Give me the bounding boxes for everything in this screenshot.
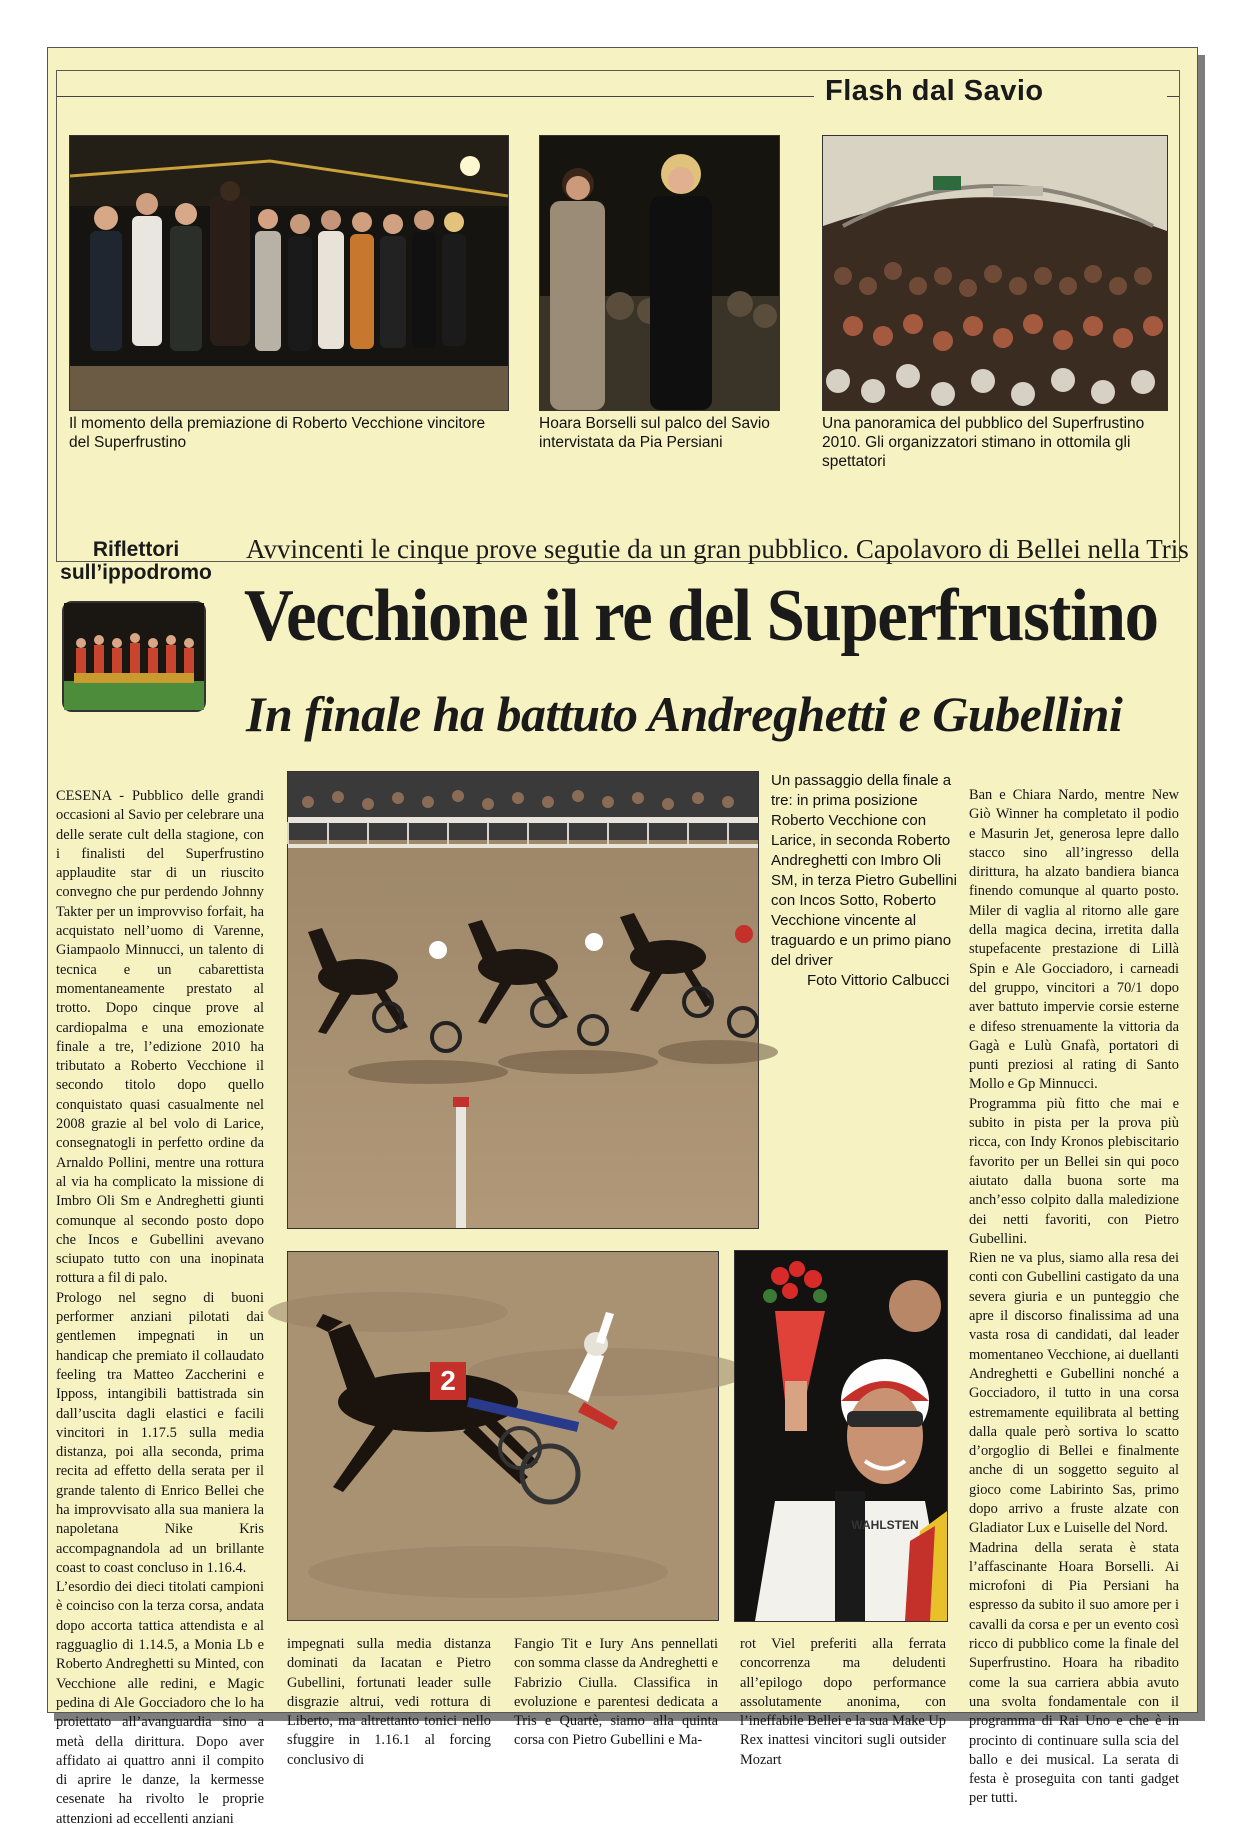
section-rule-end bbox=[1167, 96, 1179, 97]
paragraph: rot Viel preferiti alla ferrata concorrenza ma deludenti all’epilogo dopo performance assolutamente anonima, con l’ineffabile Bellei e la sua Make Up Rex inattesi vincitori sugli outsider Mozart bbox=[740, 1636, 946, 1768]
article-subheadline: In finale ha battuto Andreghetti e Gubellini bbox=[246, 686, 1123, 742]
award-ceremony-photo bbox=[69, 135, 509, 411]
article-column-3 bbox=[514, 1635, 718, 1751]
paragraph: CESENA - Pubblico delle grandi occasioni al Savio per celebrare una delle serate cult della stagione, con i finalisti del Superfrustino applaudite star di un riuscito convegno che pur perdendo Johnny Takter per un improvviso forfait, ha acquistato nell’uomo di Varenne, Giampaolo Minnucci, un talento di tecnica e un cabarettista momentaneamente prestato al trotto. Dopo cinque prove al cardiopalma e una emozionate finale a tre, l’edizione 2010 ha tributato a Roberto Vecchione il secondo titolo dopo quello conquistato quasi casualmente nel 2008 grazie al bel volo di Larice, consegnatogli in perfetto ordine da Arnaldo Pollini, mentre una rottura al via ha complicato la missione di Imbro Oli Sm e Andreghetti giunti comunque al secondo posto dopo che Incos e Gubellini avevano sciupato tutto con una inopinata rottura a fil di palo. bbox=[56, 788, 264, 1287]
paragraph: Rien ne va plus, siamo alla resa dei conti con Gubellini castigato da una severa giuria e un punteggio che apre il discorso finalissima ad una vasta rosa di candidati, dal leader momentaneo Vecchione, ai duellanti Andreghetti e Gubellini nonché a Gocciadoro, il tutto in una corsa estremamente equilibrata al betting dalla quale però sortiva lo scatto d’orgoglio di Bellei e finalmente anche di un soggetto seguito al gioco come Labirinto Sas, primo dopo arrivo a fruste alzate con Gladiator Lux e Luiselle del Nord. bbox=[969, 1250, 1179, 1537]
flash-photo-strip bbox=[56, 70, 1180, 562]
winner-at-finish-photo bbox=[287, 1251, 719, 1621]
stage-interview-photo bbox=[539, 135, 780, 411]
stage-interview-caption: Hoara Borselli sul palco del Savio intervistata da Pia Persiani bbox=[539, 415, 770, 451]
paragraph: Fangio Tit e Iury Ans pennellati con somma classe da Andreghetti e Fabrizio Ciulla. Classifica in evoluzione e parentesi dedicata a Tris e Quartè, siamo alla quinta corsa con Pietro Gubellini e Ma- bbox=[514, 1636, 718, 1749]
paragraph: Programma più fitto che mai e subito in pista per la prova più ricca, con Indy Kronos plebiscitario favorito per un Bellei sin qui poco aiutato dalla buona sorte ma anch’esso colpito dalla maledizione dei netti favoriti, con Pietro Gubellini. bbox=[969, 1095, 1179, 1247]
crowd-caption: Una panoramica del pubblico del Superfrustino 2010. Gli organizzatori stimano in ottomila gli spettatori bbox=[822, 415, 1145, 470]
paragraph: Ban e Chiara Nardo, mentre New Giò Winner ha completato il podio e Masurin Jet, generosa lepre dallo stacco sino all’ingresso della dirittura, ha alzato bandiera bianca finendo comunque al quarto posto. Miler di vaglia al ritorno alle gare della magica decina, irretita dalla stupefacente prestazione di Lillà Spin e Ale Gocciadoro, i carneadi del gruppo, vincitori a 70/1 dopo aver battuto impervie corsie esterne e difeso strenuamente la vittoria da Gagà e Lulù Gnafà, portatori di punti preziosi al rating di Santo Mollo e Gp Minnucci. bbox=[969, 787, 1179, 1093]
article-headline: Vecchione il re del Superfrustino bbox=[244, 575, 1158, 657]
paragraph: L’esordio dei dieci titolati campioni è coinciso con la terza corsa, andata dopo accorta tattica attendista e al ragguaglio di 1.14.5, a Monia Lb e Roberto Andreghetti su Minted, con Vecchione alle redini, e Magic pedina di Ale Gocciadoro che lo ha proiettato all’avanguardia sino a metà della dirittura. Dopo aver affidato ai quattro anni il compito di aprire le danze, la kermesse cesenate ha rivolto le proprie attenzioni ad eccellenti anziani bbox=[56, 1579, 264, 1827]
sulky-number: 2 bbox=[440, 1365, 456, 1396]
article-kicker: Avvincenti le cinque prove segutie da un gran pubblico. Capolavoro di Bellei nella Tris bbox=[246, 534, 1189, 564]
article-column-5 bbox=[969, 786, 1179, 1809]
crowd-photo bbox=[822, 135, 1168, 411]
jacket-sponsor-text: WAHLSTEN bbox=[851, 1518, 919, 1532]
race-finale-photo bbox=[287, 771, 759, 1229]
rubric-thumbnail bbox=[62, 601, 206, 712]
paragraph: Madrina della serata è stata l’affascinante Hoara Borselli. Ai microfoni di Pia Persiani ha espresso da subito il suo amore per i cavalli da corsa e per un evento così ricco di pubblico come la finale del Superfrustino. Hoara ha ribadito come la sua carriera abbia avuto una svolta fondamentale con il programma di Rai Uno e che è in procinto di continuare sulla scia del ballo e dei musical. La serata di festa è proseguita con tanti gadget per tutti. bbox=[969, 1539, 1179, 1807]
paragraph: Prologo nel segno di buoni performer anziani pilotati dai gentlemen impegnati in un handicap che premiato il collaudato feeling tra Matteo Zaccherini e Ipposs, intangibili battistrada sin dall’uscita dagli elastici e facili vincitori in 1.17.5 sulla media distanza, poi alla seconda, prima recita ad effetto della serata per il grande talento di Enrico Bellei che ha improvvisato alla sua maniera la napoletana Nike Kris accompagnandola ad un brillante coast to coast concluso in 1.16.4. bbox=[56, 1289, 264, 1576]
paragraph: impegnati sulla media distanza dominati da Iacatan e Pietro Gubellini, fortunati leader sulle disgrazie altrui, vedi rottura di Liberto, ma altrettanto tonici nello sfuggire in 1.16.1 al forcing conclusivo di bbox=[287, 1636, 491, 1768]
award-ceremony-caption: Il momento della premiazione di Roberto Vecchione vincitore del Superfrustino bbox=[69, 415, 486, 451]
article-column-2 bbox=[287, 1635, 491, 1770]
driver-portrait-photo bbox=[734, 1250, 948, 1622]
photo-credit: Foto Vittorio Calbucci bbox=[807, 972, 950, 989]
race-photo-caption bbox=[771, 771, 961, 991]
article-column-1 bbox=[56, 787, 264, 1829]
section-rule bbox=[57, 96, 814, 97]
caption-text: Un passaggio della finale a tre: in prima posizione Roberto Vecchione con Larice, in seconda Roberto Andreghetti con Imbro Oli SM, in terza Pietro Gubellini con Incos Sotto, Roberto Vecchione vincente al traguardo e un primo piano del driver bbox=[771, 772, 957, 969]
article-column-4 bbox=[740, 1635, 946, 1770]
section-title: Flash dal Savio bbox=[825, 75, 1044, 107]
newspaper-page bbox=[47, 47, 1198, 1827]
rubric-label: Riflettori sull’ippodromo bbox=[60, 538, 212, 584]
